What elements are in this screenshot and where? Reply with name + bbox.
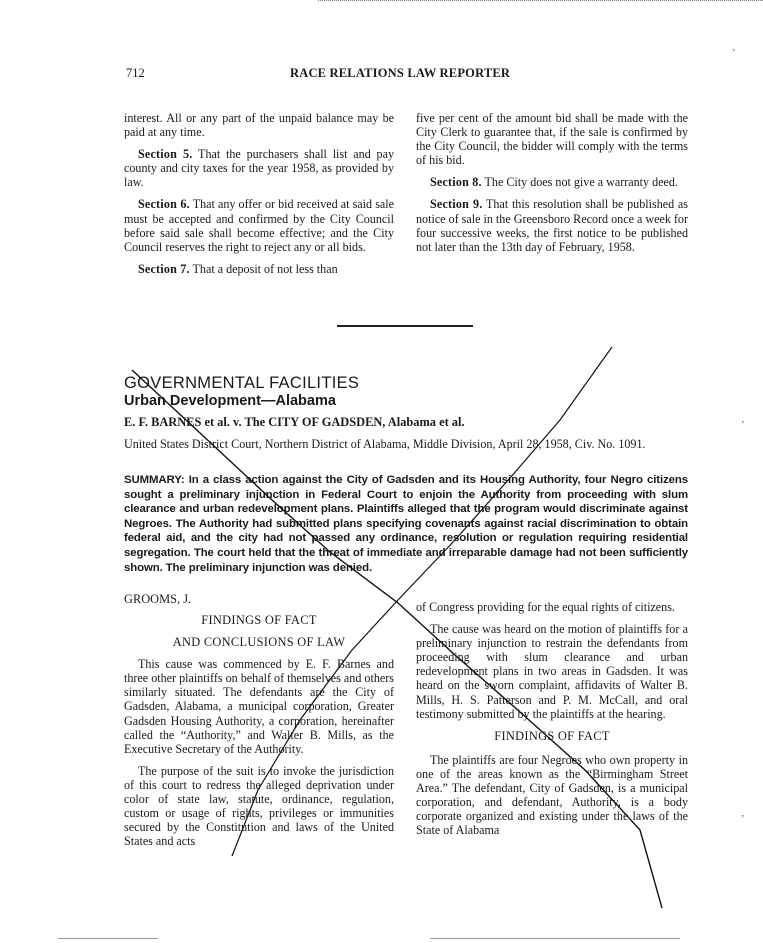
- pen-stroke-right: [232, 347, 612, 856]
- margin-mark: ': [742, 814, 744, 825]
- court-citation: United States District Court, Northern District of Alabama, Middle Division, April 28, 1958, Civ. No. 1091.: [124, 437, 646, 451]
- pen-stroke-left: [132, 370, 662, 908]
- paragraph: This cause was commenced by E. F. Barnes and three other plaintiffs on behalf of themselves and others similarly situated. The defendants are the City of Gadsden, Alabama, a municipal corporation, Greater Gadsden Housing Authority, a corporation, hereinafter called the “Authority,” and Walter B. Mills, as the Executive Secretary of the Authority.: [124, 657, 394, 756]
- paragraph: The purpose of the suit is to invoke the jurisdiction of this court to redress the alleged deprivation under color of state law, statute, ordinance, regulation, custom or usage of rights, privileges or immunities secured by the Constitution and laws of the United States and acts: [124, 763, 394, 849]
- paragraph: Section 6. That any offer or bid received at said sale must be accepted and confirmed by the City Council before said sale shall become effective; and the City Council reserves the right to reject any or all bids.: [124, 197, 394, 254]
- judge-name: GROOMS, J.: [124, 592, 192, 606]
- paragraph: Section 7. That a deposit of not less than: [138, 261, 338, 276]
- category-heading: GOVERNMENTAL FACILITIES: [124, 374, 360, 392]
- margin-mark: ': [733, 48, 735, 59]
- paragraph: Section 8. The City does not give a warranty deed.: [430, 175, 678, 190]
- margin-mark: ': [742, 420, 744, 431]
- paragraph: The cause was heard on the motion of plaintiffs for a preliminary injunction to restrain the defendants from proceeding with slum clearance and urban redevelopment plans in two areas in Gadsden. It was heard on the sworn complaint, affidavits of Walter B. Mills, H. S. Patterson and P. M. McCall, and oral testimony submitted by the plaintiffs at the hearing.: [416, 622, 688, 721]
- paragraph: five per cent of the amount bid shall be made with the City Clerk to guarantee that, if the sale is confirmed by the City Council, the bidder will comply with the terms of his bid.: [416, 111, 688, 168]
- page-number: 712: [126, 66, 145, 80]
- paragraph: The plaintiffs are four Negroes who own property in one of the areas known as the “Birmingham Street Area.” The defendant, City of Gadsden, is a municipal corporation, and defendant, Authority, is a body corporate organized and existing under the laws of the State of Alabama: [416, 752, 688, 838]
- paragraph: Section 9. That this resolution shall be published as notice of sale in the Greensboro Record once a week for four successive weeks, the first notice to be published not later than the 13th day of February, 1958.: [416, 197, 688, 254]
- findings-of-fact-heading: FINDINGS OF FACT: [494, 728, 610, 743]
- findings-conclusions-heading: FINDINGS OF FACT AND CONCLUSIONS OF LAW: [172, 613, 346, 650]
- case-summary: SUMMARY: In a class action against the City of Gadsden and its Housing Authority, four Negro citizens sought a preliminary injunction in Federal Court to enjoin the Authority from proceeding with slum clearance and urban redevelopment plans. Plaintiffs alleged that the program would discriminate against Negroes. The Authority had submitted plans specifying covenants against racial discrimination to obtain federal aid, and the city had not passed any ordinance, resolution or regulation requiring residential segregation. The court held that the threat of immediate and irreparable damage had not been sufficiently shown. The preliminary injunction was denied.: [124, 474, 688, 574]
- paragraph: of Congress providing for the equal rights of citizens.: [416, 600, 675, 614]
- case-title: E. F. BARNES et al. v. The CITY OF GADSDEN, Alabama et al.: [124, 415, 465, 429]
- subcategory-heading: Urban Development—Alabama: [124, 393, 336, 409]
- running-title: RACE RELATIONS LAW REPORTER: [290, 66, 511, 80]
- paragraph: Section 5. That the purchasers shall list and pay county and city taxes for the year 1958, as provided by law.: [124, 147, 394, 190]
- paragraph: interest. All or any part of the unpaid balance may be paid at any time.: [124, 111, 394, 140]
